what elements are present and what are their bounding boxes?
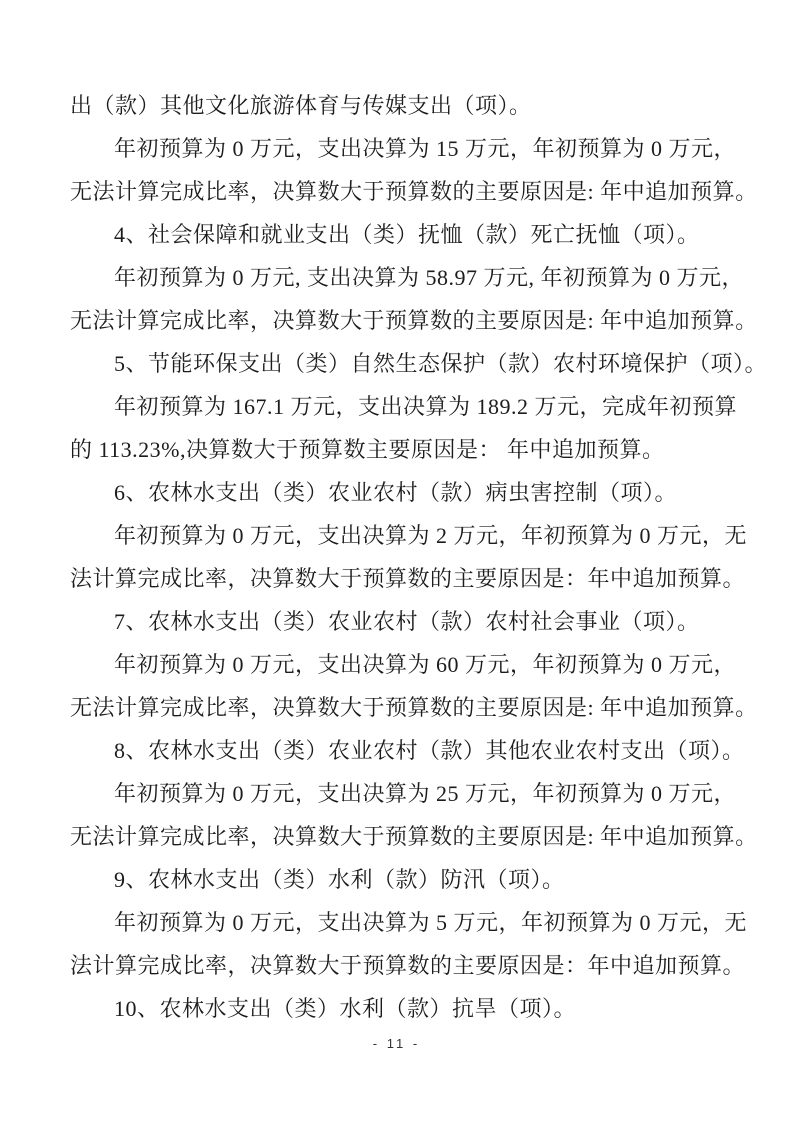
item-heading: 5、节能环保支出（类）自然生态保护（款）农村环境保护（项）。 xyxy=(114,351,768,376)
paragraph-line: 无法计算完成比率，决算数大于预算数的主要原因是: 年中追加预算。 xyxy=(70,695,758,720)
item-heading: 9、农林水支出（类）水利（款）防汛（项）。 xyxy=(114,867,565,892)
paragraph-line: 年初预算为 0 万元，支出决算为 2 万元，年初预算为 0 万元，无 xyxy=(114,523,748,548)
item-heading: 8、农林水支出（类）农业农村（款）其他农业农村支出（项）。 xyxy=(114,738,745,763)
item-heading: 4、社会保障和就业支出（类）抚恤（款）死亡抚恤（项）。 xyxy=(114,222,700,247)
paragraph-line: 法计算完成比率，决算数大于预算数的主要原因是：年中追加预算。 xyxy=(70,566,746,591)
paragraph-line: 无法计算完成比率，决算数大于预算数的主要原因是: 年中追加预算。 xyxy=(70,308,758,333)
paragraph-line: 年初预算为 0 万元，支出决算为 15 万元，年初预算为 0 万元， xyxy=(114,136,737,161)
paragraph-line: 年初预算为 0 万元，支出决算为 25 万元，年初预算为 0 万元， xyxy=(114,781,737,806)
document-body xyxy=(70,84,768,1030)
paragraph-line: 法计算完成比率，决算数大于预算数的主要原因是：年中追加预算。 xyxy=(70,953,746,978)
paragraph-line: 的 113.23%,决算数大于预算数主要原因是： 年中追加预算。 xyxy=(70,437,665,462)
paragraph-line: 年初预算为 167.1 万元，支出决算为 189.2 万元，完成年初预算 xyxy=(114,394,738,419)
item-heading: 7、农林水支出（类）农业农村（款）农村社会事业（项）。 xyxy=(114,609,700,634)
page-number: - 11 - xyxy=(372,1036,421,1051)
item-heading: 6、农林水支出（类）农业农村（款）病虫害控制（项）。 xyxy=(114,480,678,505)
paragraph-line: 出（款）其他文化旅游体育与传媒支出（项）。 xyxy=(70,93,532,118)
item-heading: 10、农林水支出（类）水利（款）抗旱（项）。 xyxy=(114,996,577,1021)
paragraph-line: 年初预算为 0 万元，支出决算为 5 万元，年初预算为 0 万元，无 xyxy=(114,910,748,935)
paragraph-line: 无法计算完成比率，决算数大于预算数的主要原因是: 年中追加预算。 xyxy=(70,179,758,204)
paragraph-line: 无法计算完成比率，决算数大于预算数的主要原因是: 年中追加预算。 xyxy=(70,824,758,849)
paragraph-line: 年初预算为 0 万元, 支出决算为 58.97 万元, 年初预算为 0 万元， xyxy=(114,265,745,290)
paragraph-line: 年初预算为 0 万元，支出决算为 60 万元，年初预算为 0 万元， xyxy=(114,652,737,677)
